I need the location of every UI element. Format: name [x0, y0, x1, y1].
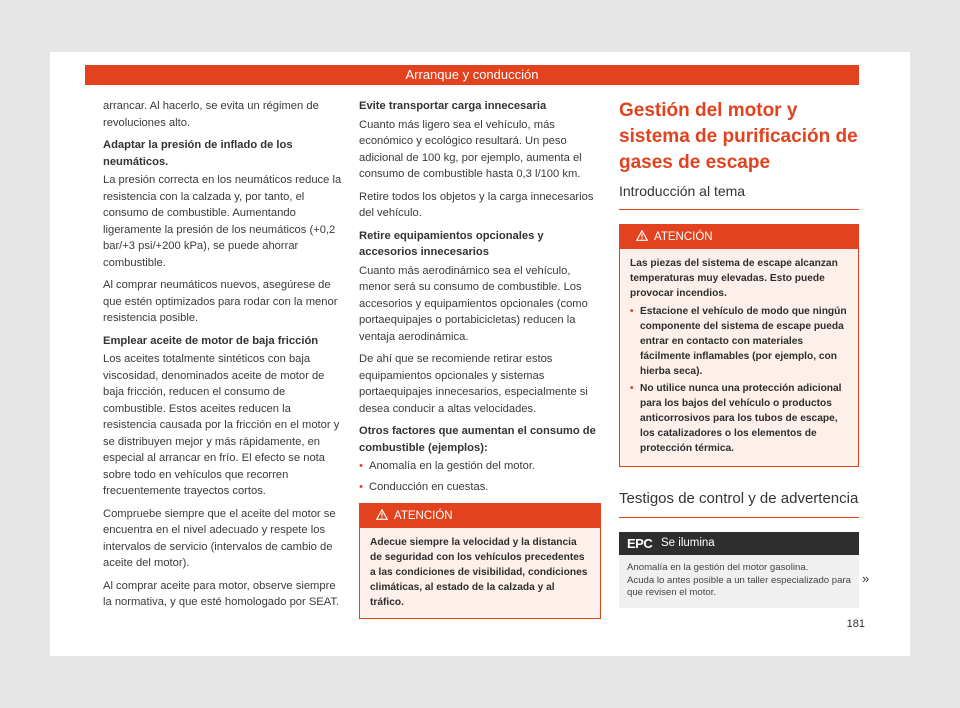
- warning-box: [619, 224, 859, 467]
- paragraph: Cuanto más aerodinámico sea el vehículo, menor será su consumo de combustible. Los accesorios y equipamientos opcionales (como portaequipajes o portabicicletas) reducen la ventaja aerodinámica.: [359, 264, 588, 343]
- indicator-label: Se ilumina: [661, 537, 715, 549]
- paragraph: Al comprar aceite para motor, observe siempre la normativa, y que esté homologado por SEAT.: [103, 579, 340, 608]
- warning-triangle-icon: [636, 230, 648, 241]
- subheading-unnecessary-load: Evite transportar carga innecesaria: [359, 100, 547, 112]
- paragraph: Al comprar neumáticos nuevos, asegúrese de que estén optimizados para rodar con la menor resistencia posible.: [103, 279, 338, 324]
- section-title: Gestión del motor y sistema de purificación de gases de escape: [619, 100, 858, 173]
- epc-icon: EPC: [627, 536, 653, 551]
- subheading-accessories: Retire equipamientos opcionales y accesorios innecesarios: [359, 229, 544, 258]
- list-item: • Anomalía en la gestión del motor.: [359, 458, 601, 475]
- warning-header: [620, 225, 858, 249]
- warning-content: [620, 249, 858, 466]
- warning-text: Adecue siempre la velocidad y la distancia de seguridad con los vehículos precedentes a las condiciones de visibilidad, condiciones climáticas, al estado de la calzada y al tráfico.: [370, 537, 588, 608]
- continue-mark: »: [862, 571, 870, 586]
- indicator-header: [619, 532, 859, 555]
- paragraph: Cuanto más ligero sea el vehículo, más económico y ecológico resultará. Un peso adicional de 100 kg, por ejemplo, aumenta el consumo de combustible hasta 0,3 l/100 km.: [359, 118, 582, 180]
- paragraph: La presión correcta en los neumáticos reduce la resistencia con la calzada y, por tanto, el consumo de combustible. Aumentando ligeramente la presión de los neumáticos (+0,2 bar/+3 psi/+200 kPa), se puede ahorrar combustible.: [103, 174, 342, 269]
- indicator-description: [619, 555, 859, 608]
- subheading-tire-pressure: Adaptar la presión de inflado de los neumáticos.: [103, 139, 293, 168]
- page-number: 181: [846, 618, 865, 630]
- section-subtitle: Introducción al tema: [619, 182, 859, 210]
- warning-label: ATENCIÓN: [394, 510, 453, 522]
- column-left: [103, 98, 343, 617]
- column-right: [619, 98, 859, 608]
- bullet-list: [359, 458, 601, 495]
- paragraph: arrancar. Al hacerlo, se evita un régimen de revoluciones alto.: [103, 100, 319, 129]
- warning-triangle-icon: [376, 509, 388, 520]
- subheading-low-friction-oil: Emplear aceite de motor de baja fricción: [103, 334, 319, 347]
- warning-header: [360, 504, 600, 528]
- list-item: • No utilice nunca una protección adicional para los bajos del vehículo o productos anticorrosivos para los tubos de escape, los catalizadores o los elementos de protección térmica.: [630, 381, 848, 456]
- chapter-header: Arranque y conducción: [85, 65, 859, 85]
- warning-intro: Las piezas del sistema de escape alcanzan temperaturas muy elevadas. Esto puede provocar incendios.: [630, 258, 838, 299]
- indicator-line: Anomalía en la gestión del motor gasolina.: [627, 562, 809, 573]
- paragraph: Compruebe siempre que el aceite del motor se encuentra en el nivel adecuado y respete los intervalos de servicio (intervalos de cambio de aceite del motor).: [103, 507, 336, 569]
- subheading-other-factors: Otros factores que aumentan el consumo de combustible (ejemplos):: [359, 425, 596, 454]
- paragraph: Retire todos los objetos y la carga innecesarios del vehículo.: [359, 190, 594, 219]
- paragraph: Los aceites totalmente sintéticos con baja viscosidad, denominados aceite de motor de baja fricción, reducen el consumo de combustible. Estos aceites reducen la resistencia causada por la fricción en el motor y se distribuyen mejor y más rápidamente, en especial al arrancar en frío. El efecto se nota sobre todo en vehículos que recorren frecuentemente trayectos cortos.: [103, 353, 340, 497]
- warning-bullets: [630, 304, 848, 456]
- column-middle: [359, 98, 601, 619]
- paragraph: De ahí que se recomiende retirar estos equipamientos opcionales y sistemas portaequipajes innecesarios, especialmente si desea conducir a altas velocidades.: [359, 353, 588, 415]
- list-item: • Conducción en cuestas.: [359, 479, 601, 496]
- warning-label: ATENCIÓN: [654, 231, 713, 243]
- list-item: • Estacione el vehículo de modo que ningún componente del sistema de escape pueda entrar en contacto con materiales fácilmente inflamables (por ejemplo, con hierba seca).: [630, 304, 848, 379]
- section-heading-warning-lights: Testigos de control y de advertencia: [619, 489, 859, 518]
- indicator-line: Acuda lo antes posible a un taller especializado para que revisen el motor.: [627, 574, 852, 598]
- warning-box: [359, 503, 601, 619]
